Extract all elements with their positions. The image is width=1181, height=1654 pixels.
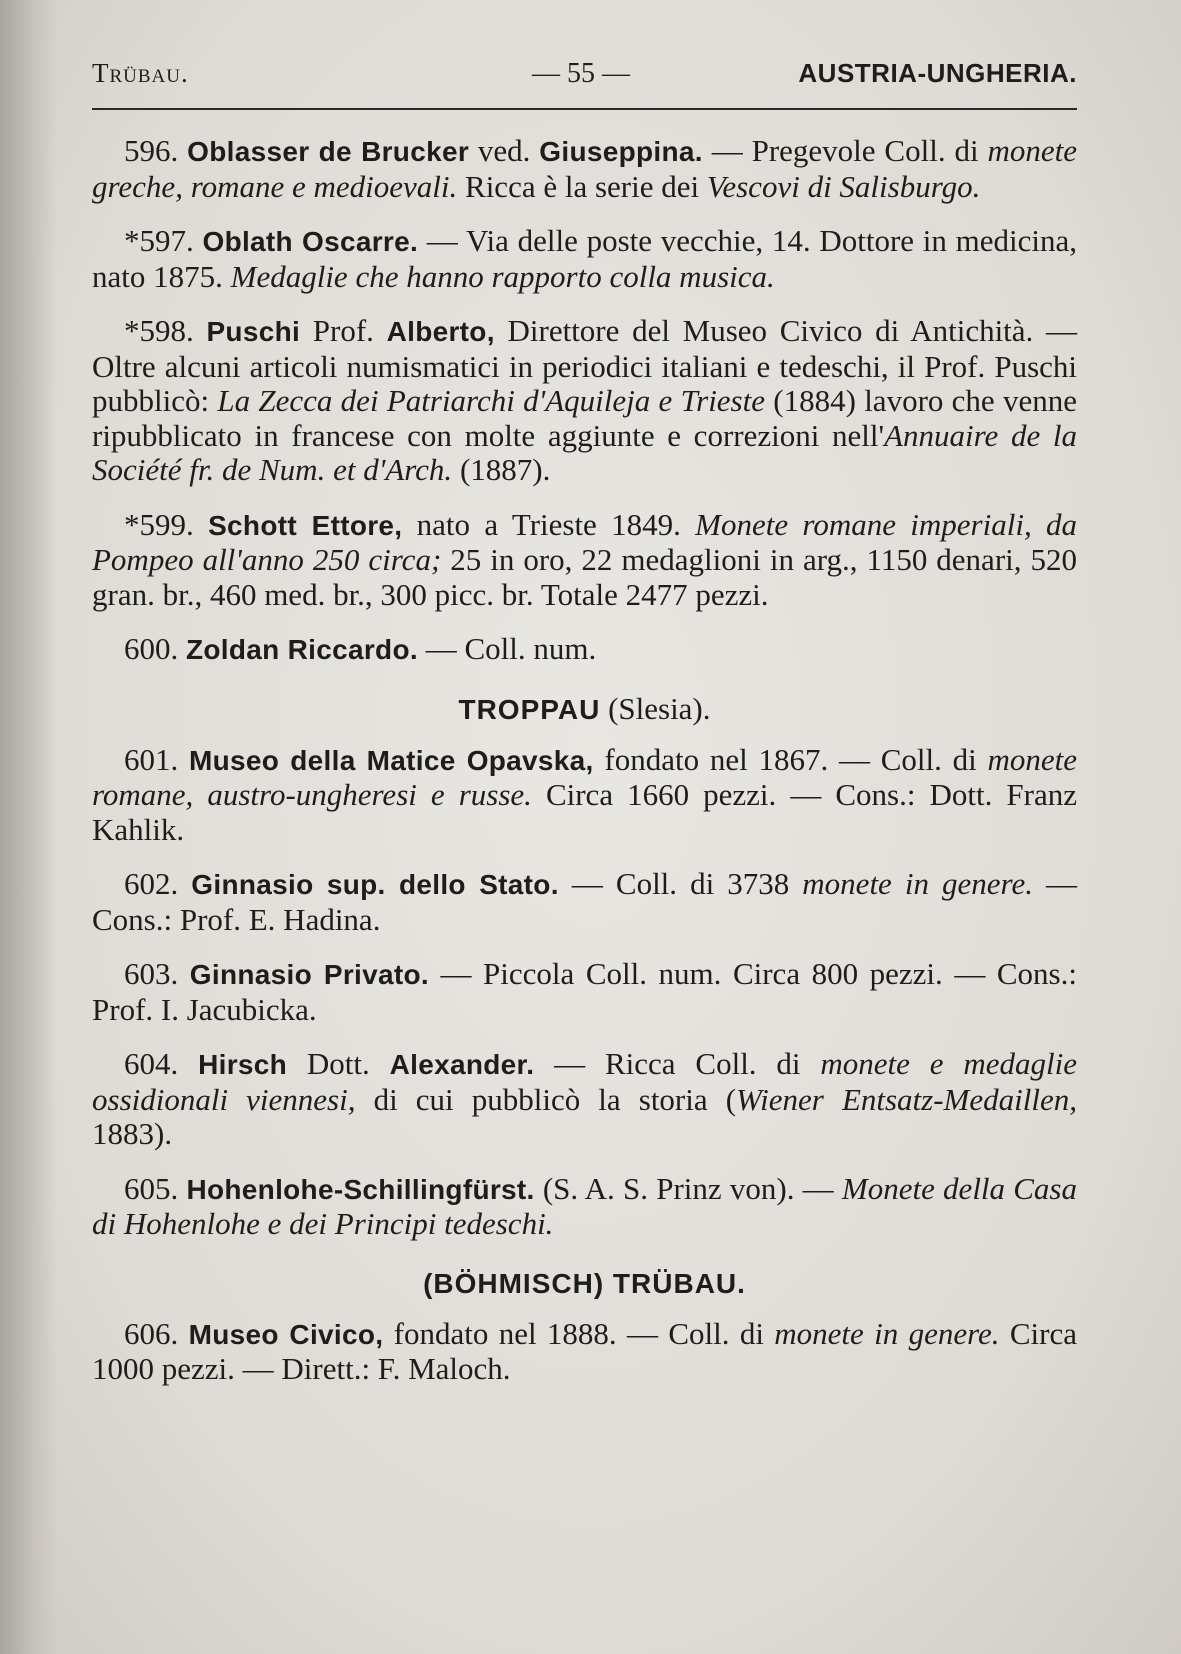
entry-italic: monete in genere. bbox=[802, 866, 1033, 901]
header-place: Trübau. bbox=[92, 58, 189, 88]
section-title: TROPPAU bbox=[458, 693, 601, 725]
entry-text: 25 in oro, 22 medaglioni in arg., 1150 denari, 520 gran. br., 460 med. br., 300 picc. br. Totale 2477 pezzi. bbox=[92, 542, 1077, 612]
page-content bbox=[92, 58, 1077, 1387]
entry-name: Schott Ettore, bbox=[208, 509, 403, 541]
entry-603 bbox=[92, 957, 1077, 1027]
section-title: (BÖHMISCH) TRÜBAU. bbox=[423, 1267, 746, 1299]
entry-name: Museo Civico, bbox=[188, 1318, 384, 1350]
entry-text: — Coll. di 3738 bbox=[558, 866, 803, 901]
entry-text: — Via delle poste vecchie, 14. Dottore in medicina, nato 1875. bbox=[92, 223, 1078, 294]
entry-number: 602. bbox=[124, 866, 179, 901]
entry-number: *597. bbox=[124, 223, 194, 258]
entry-text: — Piccola Coll. num. Circa 800 pezzi. — Cons.: Prof. I. Jacubicka. bbox=[92, 956, 1077, 1027]
entry-599 bbox=[92, 508, 1077, 613]
entry-number: *599. bbox=[124, 506, 194, 542]
entry-602 bbox=[92, 867, 1077, 937]
entry-italic: Annuaire de la Société fr. de Num. et d'Arch. bbox=[92, 417, 1078, 487]
entry-name: Hirsch bbox=[198, 1049, 288, 1080]
entry-name-given: Alberto, bbox=[386, 316, 495, 347]
page-spine-shadow bbox=[0, 0, 58, 1654]
entry-text: Direttore del Museo Civico di Antichità. — Oltre alcuni articoli numismatici in periodici italiani e tedeschi, il Prof. Puschi pubblicò: bbox=[92, 313, 1078, 418]
entry-number: 606. bbox=[124, 1315, 179, 1351]
entry-text: 1883). bbox=[92, 1116, 173, 1151]
entry-italic: Monete della Casa di Hohenlohe e dei Principi tedeschi. bbox=[92, 1170, 1077, 1241]
entry-text: (1884) lavoro che venne ripubblicato in francese con molte aggiunte e correzioni nell' bbox=[92, 383, 1077, 453]
entry-text: Dott. bbox=[287, 1046, 390, 1081]
entry-italic: Medaglie che hanno rapporto colla musica. bbox=[230, 258, 775, 294]
entry-italic: La Zecca dei Patriarchi d'Aquileja e Trieste bbox=[217, 383, 765, 418]
entry-601 bbox=[92, 743, 1077, 848]
entry-number: 605. bbox=[124, 1170, 179, 1206]
entry-name-given: Alexander. bbox=[389, 1049, 535, 1080]
running-header bbox=[92, 58, 1077, 98]
entry-596 bbox=[92, 134, 1077, 204]
entry-number: 601. bbox=[124, 741, 179, 777]
section-heading-troppau bbox=[92, 692, 1077, 727]
entry-text: Ricca è la serie dei bbox=[457, 168, 707, 204]
entry-text: fondato nel 1867. — Coll. di bbox=[593, 741, 988, 777]
entry-italic: Wiener Entsatz-Medaillen, bbox=[736, 1081, 1077, 1117]
entry-italic: monete greche, romane e medioevali. bbox=[92, 133, 1077, 204]
entry-name: Ginnasio sup. dello Stato. bbox=[191, 869, 559, 900]
entry-name: Oblasser de Brucker bbox=[187, 136, 470, 167]
entry-name: Oblath Oscarre. bbox=[202, 226, 419, 257]
entry-number: 604. bbox=[124, 1046, 179, 1081]
entry-number: 600. bbox=[124, 631, 179, 666]
entry-text: di cui pubblicò la storia ( bbox=[355, 1081, 737, 1117]
entry-text: Prof. bbox=[300, 313, 387, 348]
entry-text: — Pregevole Coll. di bbox=[702, 133, 988, 168]
entry-text: ved. bbox=[469, 133, 540, 168]
section-heading-trubau bbox=[92, 1266, 1077, 1301]
entry-number: *598. bbox=[124, 313, 194, 348]
entry-name: Museo della Matice Opavska, bbox=[189, 744, 594, 776]
entry-text: Circa 1660 pezzi. — Cons.: Dott. Franz Kahlik. bbox=[92, 777, 1077, 847]
entry-italic: monete in genere. bbox=[774, 1315, 1000, 1351]
page-number: — 55 — bbox=[532, 58, 630, 89]
entry-name: Puschi bbox=[206, 316, 301, 347]
entry-606 bbox=[92, 1317, 1077, 1387]
entry-text: Circa 1000 pezzi. — Dirett.: F. Maloch. bbox=[92, 1315, 1077, 1386]
entry-text: (S. A. S. Prinz von). — bbox=[534, 1170, 842, 1206]
entry-597 bbox=[92, 224, 1077, 294]
entry-598 bbox=[92, 314, 1077, 488]
entry-text: — Cons.: Prof. E. Hadina. bbox=[92, 866, 1078, 937]
section-subtitle: (Slesia). bbox=[600, 690, 711, 726]
entry-name: Hohenlohe-Schillingfürst. bbox=[186, 1173, 535, 1205]
entry-text: — Coll. num. bbox=[417, 631, 597, 666]
entry-604 bbox=[92, 1047, 1077, 1152]
entry-name: Ginnasio Privato. bbox=[189, 959, 429, 990]
entry-number: 603. bbox=[124, 956, 179, 991]
entry-number: 596. bbox=[124, 133, 179, 168]
entry-italic: monete e medaglie ossidionali viennesi, bbox=[92, 1046, 1077, 1117]
entry-italic: monete romane, austro-ungheresi e russe. bbox=[92, 741, 1078, 812]
entry-text: (1887). bbox=[452, 452, 551, 487]
entry-name-given: Giuseppina. bbox=[539, 136, 703, 167]
header-country: AUSTRIA-UNGHERIA. bbox=[798, 58, 1077, 88]
entry-text: nato a Trieste 1849. bbox=[402, 506, 696, 542]
entry-name: Zoldan Riccardo. bbox=[186, 634, 418, 665]
entry-605 bbox=[92, 1172, 1077, 1242]
entry-600 bbox=[92, 632, 1077, 668]
entry-text: — Ricca Coll. di bbox=[534, 1046, 821, 1081]
entry-italic: Vescovi di Salisburgo. bbox=[706, 168, 981, 204]
entry-text: fondato nel 1888. — Coll. di bbox=[383, 1315, 775, 1351]
entry-italic: Monete romane imperiali, da Pompeo all'anno 250 circa; bbox=[92, 506, 1077, 577]
